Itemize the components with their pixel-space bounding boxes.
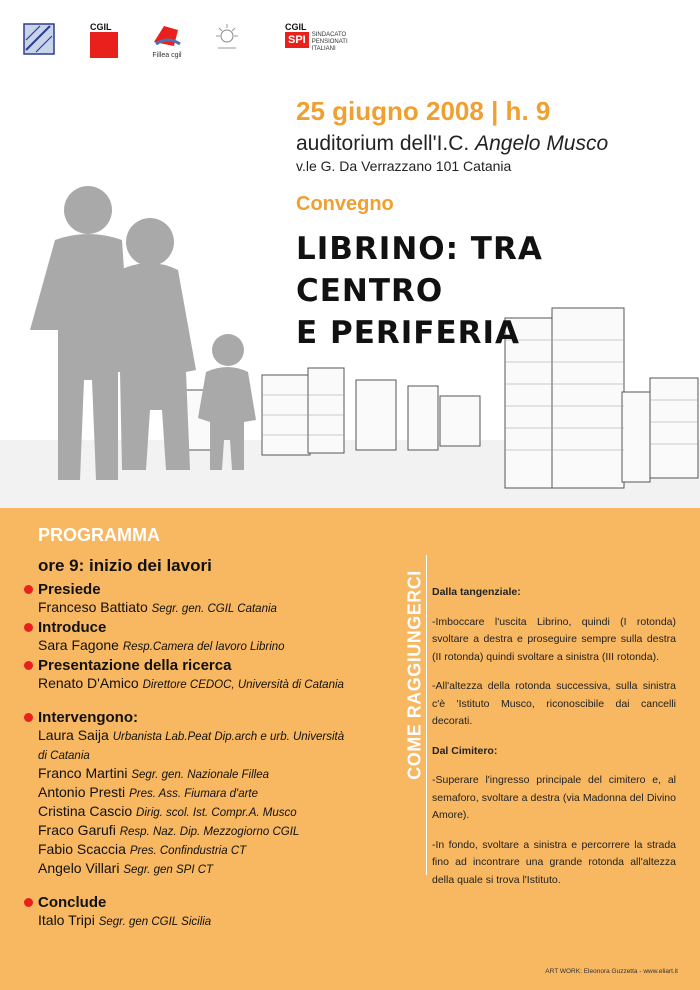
bullet-icon [24, 713, 33, 722]
person-presiede: Franceso Battiato Segr. gen. CGIL Catania [38, 599, 277, 615]
start-time: ore 9: inizio dei lavori [38, 556, 212, 575]
program-heading: PROGRAMMA [38, 525, 160, 545]
bullet-icon [24, 898, 33, 907]
directions-paragraph: -Imboccare l'uscita Librino, quindi (I rotonda) svoltare a destra e proseguire sempre sulla destra (II rotonda) quindi svoltare a sinistra (III rotonda). [432, 615, 676, 663]
section-conclude: Conclude [24, 893, 354, 912]
title-line-1: LIBRINO: TRA CENTRO [296, 231, 543, 309]
divider [426, 555, 427, 875]
speaker-item: Laura Saija Urbanista Lab.Peat Dip.arch e urb. Università di Catania [38, 727, 345, 762]
speaker-item: Cristina Cascio Dirig. scol. Ist. Compr.A. Musco [38, 803, 297, 819]
person-introduce: Sara Fagone Resp.Camera del lavoro Librino [38, 637, 285, 653]
section-ricerca: Presentazione della ricerca [24, 656, 354, 675]
directions-heading-1: Dalla tangenziale: [432, 586, 521, 598]
event-address: v.le G. Da Verrazzano 101 Catania [296, 158, 512, 174]
directions-paragraph: -Superare l'ingresso principale del cimitero e, al semaforo, svoltare a destra (via Madonna del Divino Amore). [432, 774, 676, 821]
directions-paragraph: -All'altezza della rotonda successiva, sulla sinistra c'è 'Istituto Musco, riconoscibile dai cancelli decorati. [432, 680, 676, 727]
section-intervengono: Intervengono: [24, 708, 354, 727]
directions-vertical-label: COME RAGGIUNGERCI [404, 570, 425, 780]
section-introduce: Introduce [24, 618, 354, 637]
title-line-2: E PERIFERIA [296, 315, 521, 351]
section-presiede: Presiede [24, 580, 354, 599]
speaker-item: Antonio Presti Pres. Ass. Fiumara d'arte [38, 784, 259, 800]
speaker-item: Angelo Villari Segr. gen SPI CT [38, 860, 214, 876]
venue-name: Angelo Musco [475, 132, 609, 155]
program-list [24, 556, 354, 931]
sun-logo [212, 22, 242, 56]
artwork-credit: ART WORK: Eleonora Guzzetta - www.eliart.it [545, 968, 678, 975]
fillea-logo: Fillea cgil [150, 22, 184, 59]
event-venue [296, 132, 608, 156]
speaker-item: Fabio Scaccia Pres. Confindustria CT [38, 841, 247, 857]
person-conclude: Italo Tripi Segr. gen CGIL Sicilia [38, 912, 212, 928]
event-title [296, 228, 700, 354]
speaker-item: Franco Martini Segr. gen. Nazionale Fillea [38, 765, 270, 781]
cgil-spi-logo: CGIL SPI SINDACATO PENSIONATI ITALIANI [285, 22, 348, 52]
bullet-icon [24, 585, 33, 594]
cgil-logo: CGIL [90, 22, 118, 58]
directions-text [432, 584, 676, 901]
bullet-icon [24, 623, 33, 632]
venue-prefix: auditorium dell'I.C. [296, 132, 476, 155]
bullet-icon [24, 661, 33, 670]
speaker-item: Fraco Garufi Resp. Naz. Dip. Mezzogiorno CGIL [38, 822, 300, 838]
directions-heading-2: Dal Cimitero: [432, 744, 498, 757]
person-ricerca: Renato D'Amico Direttore CEDOC, Università di Catania [38, 675, 344, 691]
cedoc-logo [22, 22, 56, 58]
directions-paragraph: -In fondo, svoltare a sinistra e percorrere la strada fino ad incontrare una grande rotonda all'altezza della quale si trova l'Istituto. [432, 838, 676, 886]
event-type: Convegno [296, 193, 394, 215]
event-date: 25 giugno 2008 | h. 9 [296, 96, 551, 126]
